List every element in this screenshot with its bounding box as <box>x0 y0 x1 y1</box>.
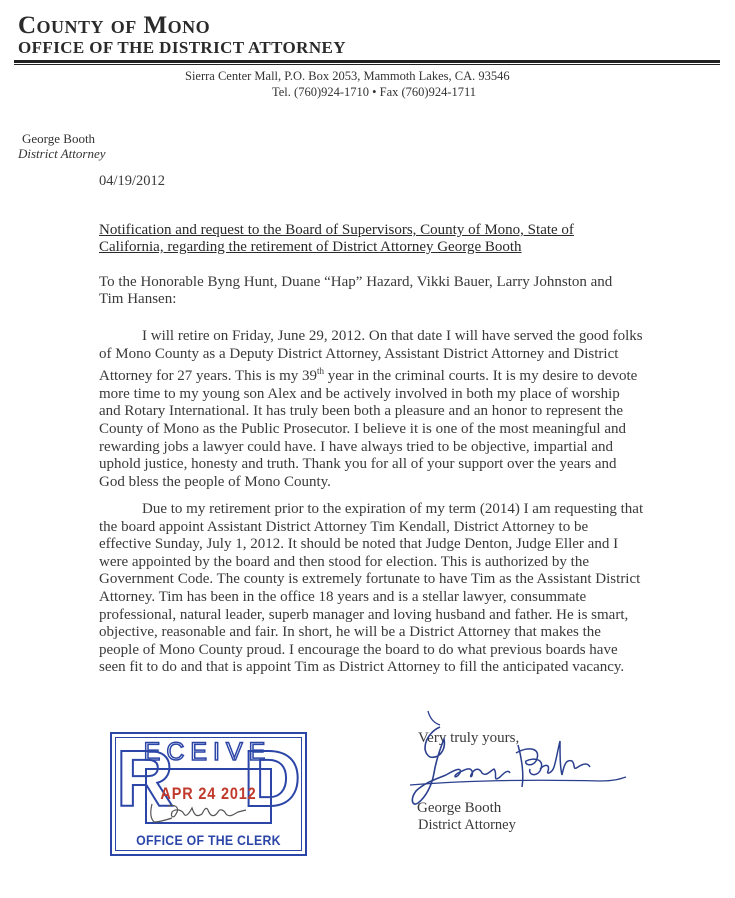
stamp-office-of-clerk: OFFICE OF THE CLERK <box>136 832 281 848</box>
stamp-letter-r: R <box>116 734 174 823</box>
body-paragraph-2: Due to my retirement prior to the expiration of my term (2014) I am requesting that the board appoint Assistant District Attorney Tim Kendall, District Attorney to be effective Sunday, July 1, 2012. It should be noted that Judge Denton, Judge Eller and I were appointed by the board and then stood for election. This is authorized by the Government Code. The county is extremely fortunate to have Tim as the Assistant District Attorney. Tim has been in the office 18 years and is a stellar lawyer, consummate professional, natural leader, superb manager and loving husband and father. He is smart, objective, reasonable and fair. In short, he will be a District Attorney that makes the people of Mono County proud. I encourage the board to do what previous boards have seen fit to do and that is appoint Tim as District Attorney to fill the anticipated vacancy. <box>99 501 644 676</box>
sender-title: District Attorney <box>18 146 106 161</box>
letter-date: 04/19/2012 <box>99 173 166 189</box>
stamp-received-text: ECEIVE <box>143 738 272 766</box>
body-p1-text: I will retire on Friday, June 29, 2012. On that date I will have served the good folks of Mono County as a Deputy District Attorney, Assistant District Attorney and District Attorney for 27 years. This is my 39 <box>99 328 643 385</box>
closing-valediction: Very truly yours, <box>418 730 520 746</box>
letterhead-address: Sierra Center Mall, P.O. Box 2053, Mammoth Lakes, CA. 93546 <box>185 69 510 83</box>
closing-title: District Attorney <box>418 817 516 833</box>
letter-subject: Notification and request to the Board of Supervisors, County of Mono, State of California, regarding the retirement of District Attorney George Booth <box>99 222 574 255</box>
letterhead-phone-fax: Tel. (760)924-1710 • Fax (760)924-1711 <box>272 85 477 99</box>
letter-salutation: To the Honorable Byng Hunt, Duane “Hap” Hazard, Vikki Bauer, Larry Johnston and Tim Hansen: <box>99 274 613 307</box>
closing-name: George Booth <box>417 800 502 816</box>
letterhead-rule <box>14 60 720 65</box>
letterhead-county: County of Mono <box>18 12 211 39</box>
body-p1-text-cont: year in the criminal courts. It is my desire to devote more time to my young son Alex and be actively involved in both my place of worship and Rotary International. It has truly been both a pleasure and an honor to represent the County of Mono as the Public Prosecutor. I believe it is one of the most meaningful and rewarding jobs a lawyer could have. I have always tried to be objective, impartial and uphold justice, honesty and truth. Thank you for all of your support over the years and God bless the people of Mono County. <box>99 368 638 490</box>
body-p1-superscript: th <box>317 366 325 377</box>
stamp-letter-d: D <box>243 734 301 823</box>
body-paragraph-1 <box>99 328 644 491</box>
stamp-handwritten-initials <box>146 800 256 828</box>
stamp-date: APR 24 2012 <box>160 784 257 803</box>
letterhead-office: OFFICE OF THE DISTRICT ATTORNEY <box>18 38 346 57</box>
received-stamp <box>110 732 307 856</box>
sender-name: George Booth <box>22 131 96 146</box>
handwritten-signature <box>400 705 630 810</box>
